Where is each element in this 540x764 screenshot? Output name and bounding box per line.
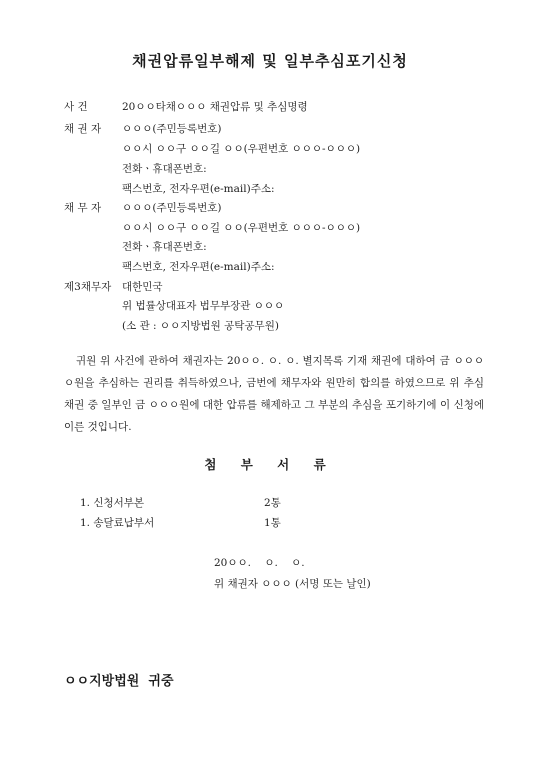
creditor-phone: 전화ㆍ휴대폰번호: — [122, 163, 207, 175]
creditor-label: 채 권 자 — [64, 123, 102, 135]
attachment-qty: 2통 — [264, 497, 281, 509]
debtor-name: ㅇㅇㅇ(주민등록번호) — [122, 202, 222, 214]
third-debtor-office: (소 관 : ㅇㅇ지방법원 공탁공무원) — [122, 320, 279, 332]
debtor-fax: 팩스번호, 전자우편(e-mail)주소: — [122, 261, 275, 273]
court-addressee: ㅇㅇ지방법원 귀중 — [64, 674, 174, 689]
creditor-address: ㅇㅇ시 ㅇㅇ구 ㅇㅇ길 ㅇㅇ(우편번호 ㅇㅇㅇ-ㅇㅇㅇ) — [122, 143, 361, 155]
debtor-label: 채 무 자 — [64, 202, 102, 214]
third-debtor-name: 대한민국 — [122, 281, 163, 293]
third-debtor-label: 제3채무자 — [64, 281, 112, 293]
filing-date: 20ㅇㅇ. ㅇ. ㅇ. — [214, 557, 305, 569]
case-value: 20ㅇㅇ타채ㅇㅇㅇ 채권압류 및 추심명령 — [122, 101, 308, 113]
debtor-phone: 전화ㆍ휴대폰번호: — [122, 241, 207, 253]
attachment-item: 1. 송달료납부서 — [80, 517, 155, 529]
body-paragraph: 귀원 위 사건에 관하여 채권자는 20ㅇㅇ. ㅇ. ㅇ. 별지목록 기재 채권에 대하여 금 ㅇㅇㅇㅇ원을 추심하는 권리를 취득하였으나, 금번에 채무자와 원만히 합의를 하였으므로 위 추심채권 중 일부인 금 ㅇㅇㅇ원에 대한 압류를 해제하고 그 부분의 추심을 포기하기에 이 신청에 이른 것입니다. — [64, 355, 484, 433]
case-label: 사 건 — [64, 101, 88, 113]
creditor-name: ㅇㅇㅇ(주민등록번호) — [122, 123, 222, 135]
creditor-fax: 팩스번호, 전자우편(e-mail)주소: — [122, 183, 275, 195]
debtor-address: ㅇㅇ시 ㅇㅇ구 ㅇㅇ길 ㅇㅇ(우편번호 ㅇㅇㅇ-ㅇㅇㅇ) — [122, 222, 361, 234]
signature-line: 위 채권자 ㅇㅇㅇ (서명 또는 날인) — [214, 578, 371, 590]
attachment-item: 1. 신청서부본 — [80, 497, 145, 509]
attachment-qty: 1통 — [264, 517, 281, 529]
third-debtor-representative: 위 법률상대표자 법무부장관 ㅇㅇㅇ — [122, 300, 285, 312]
document-title: 채권압류일부해제 및 일부추심포기신청 — [132, 52, 408, 70]
attachments-title: 첨 부 서 류 — [204, 457, 336, 472]
